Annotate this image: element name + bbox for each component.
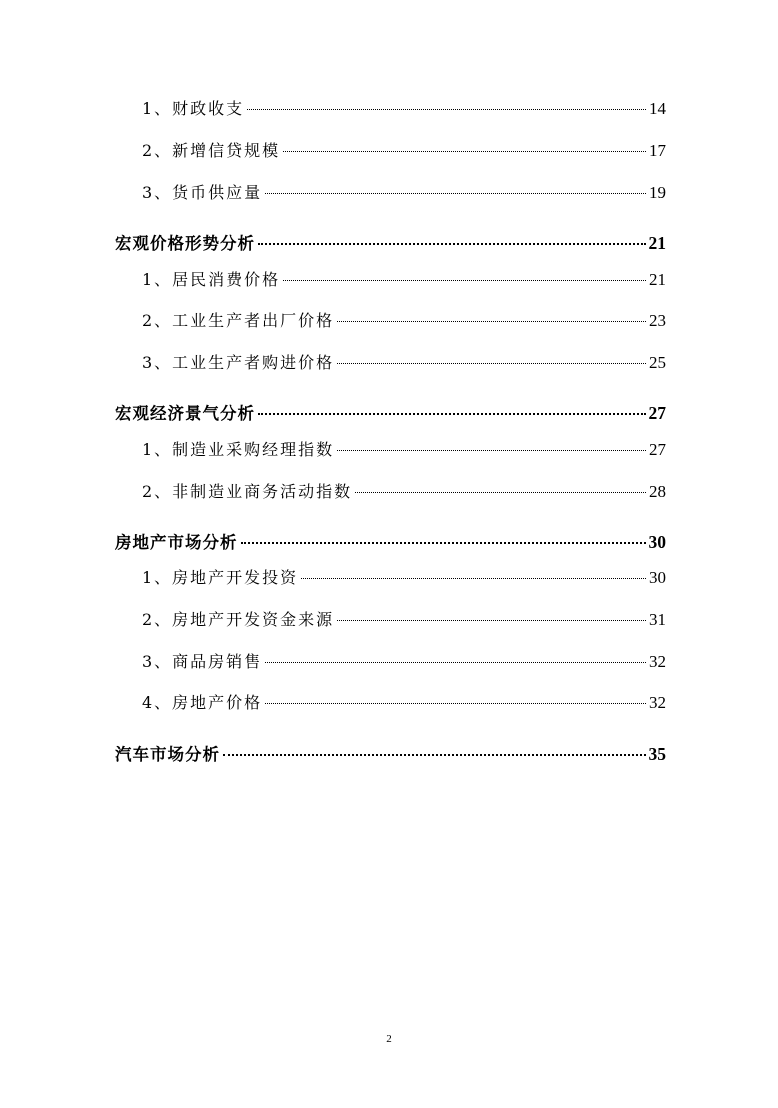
- dot-leader: [258, 413, 646, 415]
- toc-entry-title: 2、新增信贷规模: [142, 141, 281, 160]
- toc-section-heading[interactable]: [115, 741, 666, 765]
- toc-section-page: 30: [648, 532, 666, 552]
- toc-entry-title: 2、工业生产者出厂价格: [142, 311, 335, 330]
- toc-entry[interactable]: [142, 607, 666, 631]
- toc-entry-title: 4、房地产价格: [142, 693, 263, 712]
- toc-entry-page: 27: [649, 440, 666, 459]
- toc-entry-title: 1、房地产开发投资: [142, 568, 299, 587]
- toc-entry[interactable]: [142, 350, 666, 374]
- toc-entry-page: 14: [649, 99, 666, 118]
- dot-leader: [283, 280, 646, 281]
- toc-entry-page: 32: [649, 693, 666, 712]
- dot-leader: [301, 578, 646, 579]
- toc-entry[interactable]: [142, 308, 666, 332]
- dot-leader: [223, 754, 646, 756]
- dot-leader: [258, 243, 646, 245]
- toc-entry-page: 19: [649, 183, 666, 202]
- toc-entry-title: 2、非制造业商务活动指数: [142, 482, 353, 501]
- dot-leader: [241, 542, 646, 544]
- toc-entry-title: 1、居民消费价格: [142, 270, 281, 289]
- toc-section-title: 宏观经济景气分析: [115, 404, 255, 423]
- dot-leader: [337, 450, 646, 451]
- toc-section-page: 27: [648, 403, 666, 423]
- toc-entry-title: 2、房地产开发资金来源: [142, 610, 335, 629]
- dot-leader: [337, 321, 646, 322]
- page-number: 2: [386, 1033, 392, 1045]
- dot-leader: [265, 662, 646, 663]
- toc-entry-page: 25: [649, 353, 666, 372]
- toc-entry[interactable]: [142, 649, 666, 673]
- dot-leader: [265, 193, 646, 194]
- toc-entry-page: 31: [649, 610, 666, 629]
- dot-leader: [355, 492, 646, 493]
- toc-entry-page: 21: [649, 270, 666, 289]
- toc-entry-title: 1、制造业采购经理指数: [142, 440, 335, 459]
- dot-leader: [265, 703, 646, 704]
- toc-section-page: 21: [648, 233, 666, 253]
- toc-entry-page: 28: [649, 482, 666, 501]
- toc-entry[interactable]: [142, 180, 666, 204]
- toc-entry[interactable]: [142, 138, 666, 162]
- toc-entry[interactable]: [142, 479, 666, 503]
- toc-entry-title: 3、工业生产者购进价格: [142, 353, 335, 372]
- dot-leader: [337, 363, 646, 364]
- toc-entry-title: 1、财政收支: [142, 99, 245, 118]
- toc-entry-page: 32: [649, 652, 666, 671]
- toc-entry[interactable]: [142, 267, 666, 291]
- toc-section-heading[interactable]: [115, 529, 666, 553]
- toc-section-heading[interactable]: [115, 400, 666, 424]
- toc-section-title: 汽车市场分析: [115, 745, 220, 764]
- toc-section-title: 房地产市场分析: [115, 533, 238, 552]
- dot-leader: [337, 620, 646, 621]
- toc-entry-page: 30: [649, 568, 666, 587]
- toc-section-title: 宏观价格形势分析: [115, 234, 255, 253]
- toc-entry-title: 3、货币供应量: [142, 183, 263, 202]
- toc-entry-page: 23: [649, 311, 666, 330]
- dot-leader: [247, 109, 646, 110]
- dot-leader: [283, 151, 646, 152]
- toc-entry[interactable]: [142, 565, 666, 589]
- toc-entry[interactable]: [142, 96, 666, 120]
- toc-entry[interactable]: [142, 690, 666, 714]
- toc-section-heading[interactable]: [115, 230, 666, 254]
- toc-section-page: 35: [648, 744, 666, 764]
- toc-entry[interactable]: [142, 437, 666, 461]
- toc-entry-page: 17: [649, 141, 666, 160]
- toc-entry-title: 3、商品房销售: [142, 652, 263, 671]
